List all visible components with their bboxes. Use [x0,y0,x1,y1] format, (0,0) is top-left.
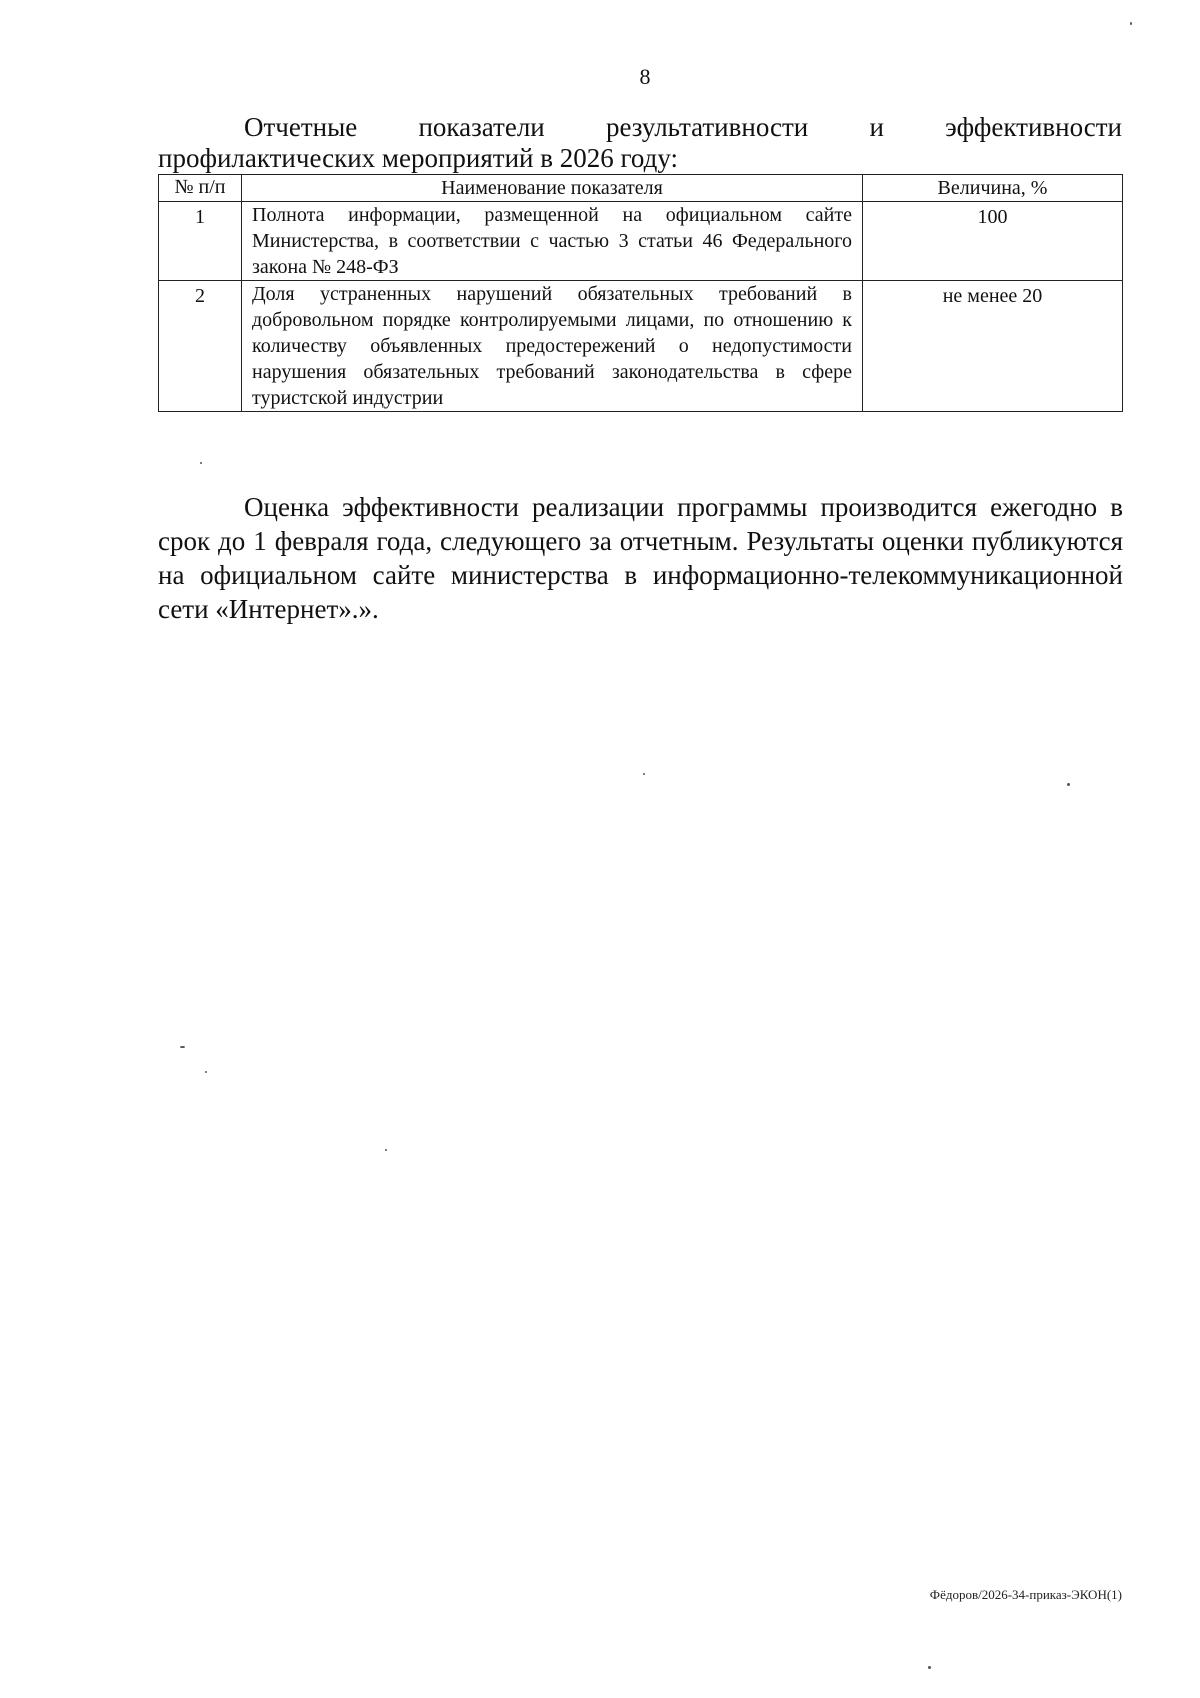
heading-line-2: профилактических мероприятий в 2026 году: [158,143,678,173]
indicators-table [158,174,1123,412]
scan-speck [205,1071,207,1073]
row-number: 1 [159,202,242,281]
row-indicator-name: Полнота информации, размещенной на официальном сайте Министерства, в соответствии с частью 3 статьи 46 Федерального закона № 248-ФЗ [242,202,863,281]
table-header-row [159,175,1123,202]
header-value: Величина, % [863,175,1123,202]
row-number: 2 [159,281,242,412]
row-indicator-name: Доля устраненных нарушений обязательных требований в добровольном порядке контролируемыми лицами, по отношению к количеству объявленных предостережений о недопустимости нарушения обязательных требований законодательства в сфере туристской индустрии [242,281,863,412]
scan-speck [200,462,202,464]
document-footer-code: Фёдоров/2026-34-приказ-ЭКОН(1) [929,1587,1122,1602]
row-value: не менее 20 [863,281,1123,412]
table-row [159,281,1123,412]
scan-speck [385,1149,387,1151]
header-indicator-name: Наименование показателя [242,175,863,202]
scan-speck [180,1046,185,1048]
scan-speck [1130,22,1132,25]
scan-speck [928,1666,931,1669]
table-row [159,202,1123,281]
evaluation-paragraph: Оценка эффективности реализации программы производится ежегодно в срок до 1 февраля года, следующего за отчетным. Результаты оценки публикуются на официальном сайте министерства в информационно-телекоммуникационной сети «Интернет».». [158,492,1123,624]
scan-speck [1067,783,1070,786]
scan-speck [643,773,645,775]
header-number: № п/п [159,175,242,202]
page-number: 8 [639,64,651,89]
heading-line-1: Отчетные показатели результативности и эффективности [244,112,1122,142]
row-value: 100 [863,202,1123,281]
section-heading [158,112,1122,174]
